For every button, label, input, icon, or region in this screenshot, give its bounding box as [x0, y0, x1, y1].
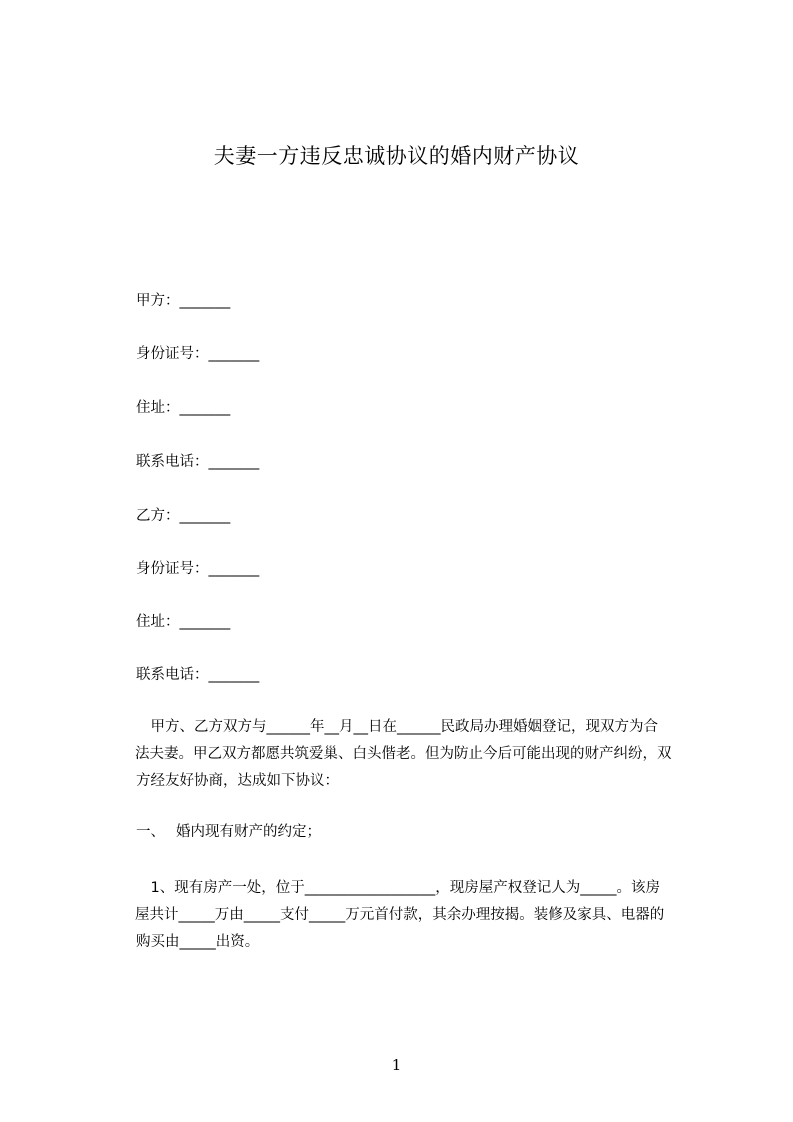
party-b-name: 乙方：_______ [136, 508, 231, 524]
clause-line: 屋共计_____万由_____支付_____万元首付款，其余办理按揭。装修及家具、电器的 [135, 907, 665, 923]
party-a-name: 甲方：_______ [136, 293, 231, 309]
page-number: 1 [391, 1056, 402, 1074]
party-b-phone: 联系电话：_______ [136, 667, 260, 683]
section-number: 一、 [136, 824, 165, 840]
party-b-id-number: 身份证号：_______ [136, 561, 260, 577]
intro-line: 方经友好协商，达成如下协议： [136, 773, 339, 789]
intro-line: 法夫妻。甲乙双方都愿共筑爱巢、白头偕老。但为防止今后可能出现的财产纠纷，双 [135, 746, 672, 762]
intro-paragraph [136, 714, 700, 795]
clause-1-paragraph [136, 875, 700, 956]
party-b-address: 住址：_______ [136, 614, 231, 630]
party-a-address: 住址：_______ [136, 400, 231, 416]
party-a-id-number: 身份证号：_______ [136, 346, 260, 362]
clause-line: 购买由_____出资。 [136, 934, 260, 950]
section-heading [136, 822, 321, 842]
document-title: 夫妻一方违反忠诚协议的婚内财产协议 [213, 144, 580, 168]
clause-line: 1、现有房产一处，位于__________________，现房屋产权登记人为_____。该房 [136, 880, 660, 896]
party-a-phone: 联系电话：_______ [136, 454, 260, 470]
section-heading-text: 婚内现有财产的约定； [176, 824, 321, 840]
intro-line: 甲方、乙方双方与______年__月__日在______民政局办理婚姻登记，现双方为合 [136, 719, 658, 735]
